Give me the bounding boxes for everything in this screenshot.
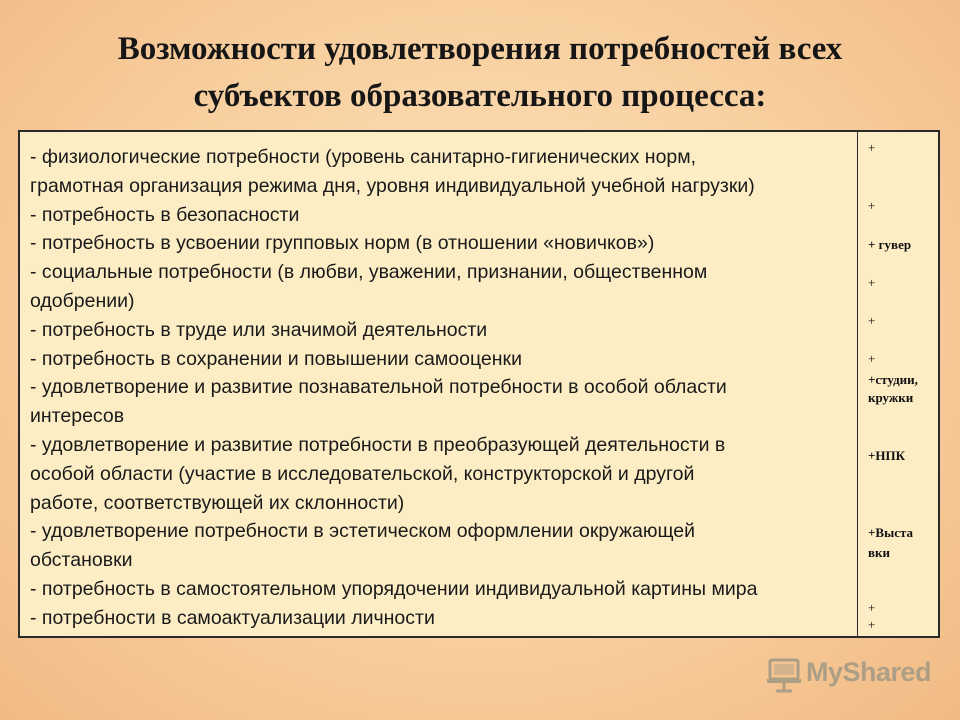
mark-worldview: + bbox=[868, 600, 876, 615]
needs-line: интересов bbox=[30, 405, 125, 428]
title-line-2: субъектов образовательного процесса: bbox=[193, 78, 767, 114]
needs-line: - потребность в усвоении групповых норм (в отношении «новичков») bbox=[30, 232, 655, 255]
mark-safety: + bbox=[868, 198, 876, 213]
watermark-logo bbox=[766, 655, 932, 695]
mark-physiological: + bbox=[868, 140, 876, 155]
mark-self-esteem: + bbox=[868, 351, 876, 366]
mark-aesthetic: +Выста bbox=[868, 525, 914, 540]
needs-line: - удовлетворение и развитие познавательной потребности в особой области bbox=[30, 376, 727, 399]
mark-work: + bbox=[868, 313, 876, 328]
needs-line: - потребность в безопасности bbox=[30, 203, 300, 226]
needs-line: одобрении) bbox=[30, 289, 135, 312]
needs-line: - потребность в самостоятельном упорядочении индивидуальной картины мира bbox=[30, 577, 758, 600]
needs-table bbox=[18, 130, 940, 638]
needs-line: - потребность в труде или значимой деятельности bbox=[30, 318, 488, 341]
mark-self-actualization: + bbox=[868, 617, 876, 632]
mark-aesthetic-cont: вки bbox=[868, 545, 891, 560]
mark-social: + bbox=[868, 275, 876, 290]
mark-cognitive-cont: кружки bbox=[868, 390, 914, 405]
needs-column bbox=[20, 132, 858, 636]
watermark-text: MyShared bbox=[806, 657, 932, 687]
marks-column bbox=[858, 132, 940, 636]
mark-cognitive: +студии, bbox=[868, 372, 918, 387]
page-title bbox=[40, 26, 920, 120]
needs-line: - физиологические потребности (уровень санитарно-гигиенических норм, bbox=[30, 146, 697, 168]
title-line-1: Возможности удовлетворения потребностей всех bbox=[117, 31, 843, 67]
needs-line: особой области (участие в исследовательской, конструкторской и другой bbox=[30, 462, 695, 485]
needs-line: грамотная организация режима дня, уровня индивидуальной учебной нагрузки) bbox=[30, 174, 755, 197]
needs-line: обстановки bbox=[30, 549, 133, 572]
presentation-board-icon bbox=[766, 657, 802, 693]
needs-line: - социальные потребности (в любви, уважении, признании, общественном bbox=[30, 261, 708, 284]
needs-line: работе, соответствующей их склонности) bbox=[30, 491, 405, 514]
needs-line: - удовлетворение и развитие потребности в преобразующей деятельности в bbox=[30, 433, 726, 456]
mark-group-norms: + гувер bbox=[868, 237, 912, 252]
needs-line: - удовлетворение потребности в эстетическом оформлении окружающей bbox=[30, 520, 696, 543]
needs-line: - потребности в самоактуализации личности bbox=[30, 606, 435, 629]
needs-line: - потребность в сохранении и повышении самооценки bbox=[30, 347, 522, 370]
mark-transformative: +НПК bbox=[868, 448, 906, 463]
